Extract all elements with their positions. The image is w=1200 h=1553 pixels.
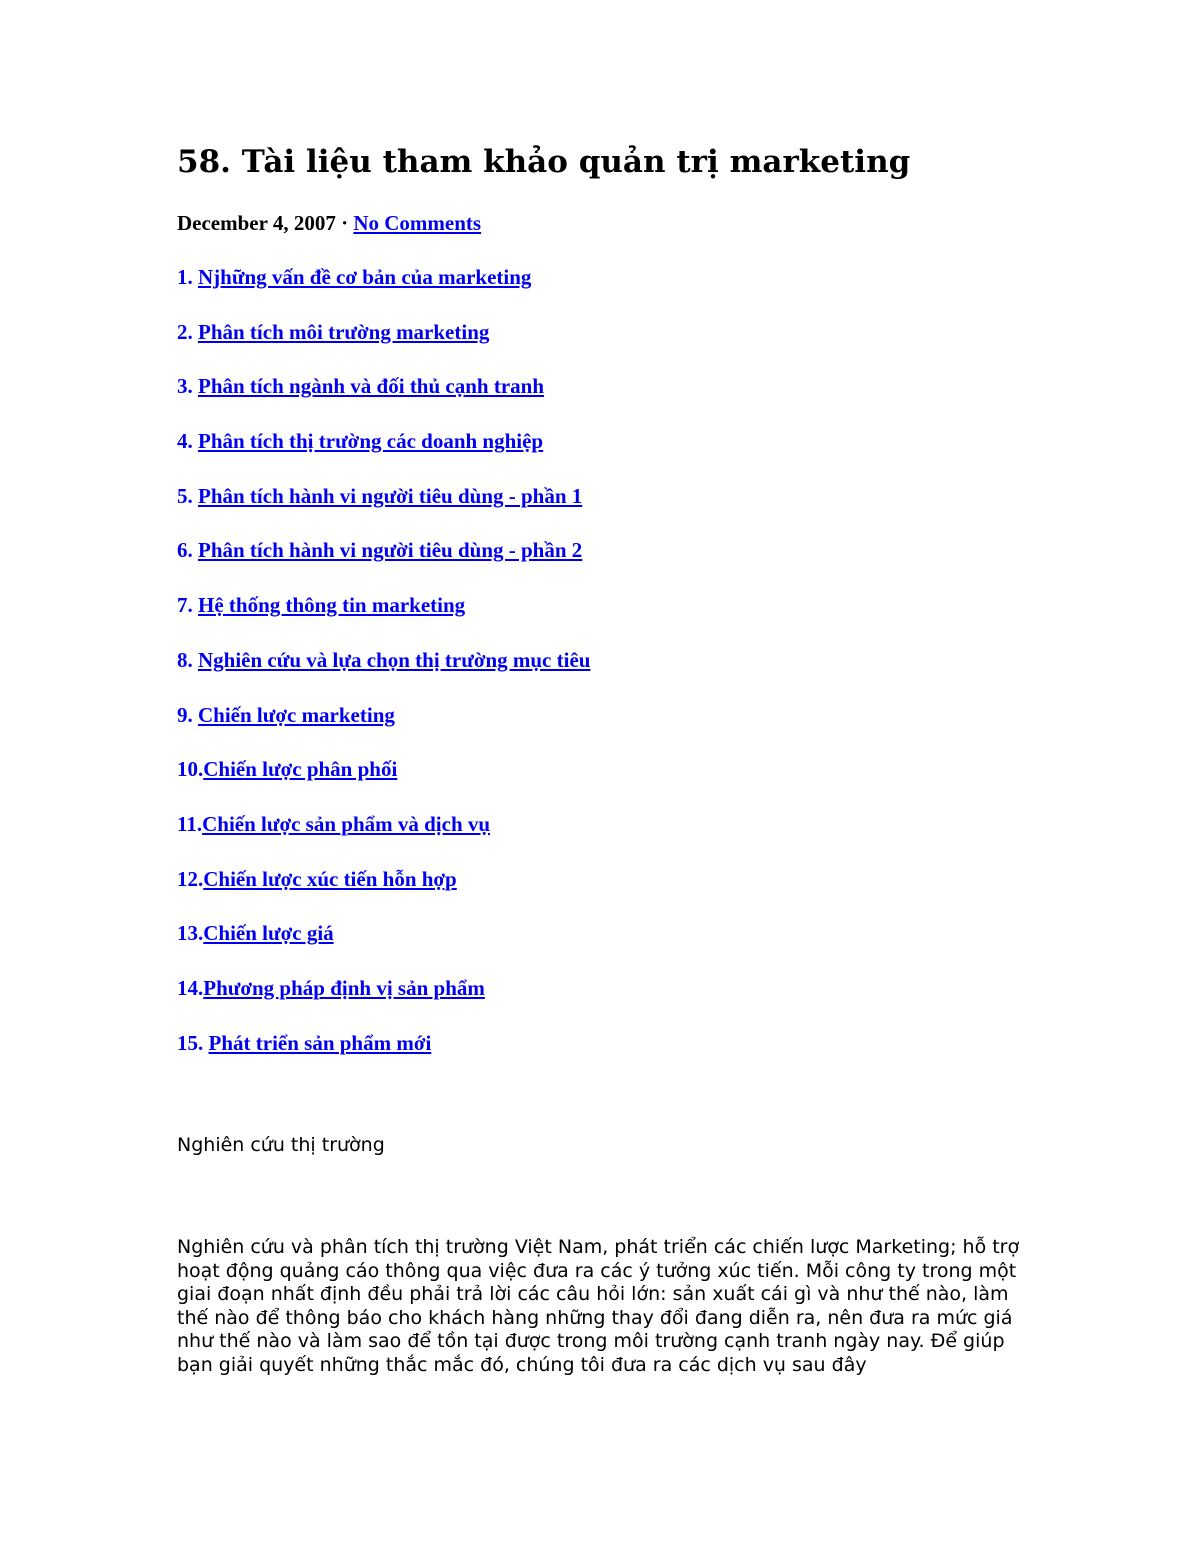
toc-link[interactable]: Chiến lược xúc tiến hỗn hợp [203,866,457,891]
toc-link[interactable]: Chiến lược giá [203,921,334,946]
toc-item [177,864,590,919]
toc-item [177,700,590,755]
toc-item-number: 15. [177,1030,209,1055]
toc-item-number: 14. [177,975,204,1000]
toc-item [177,262,590,317]
toc-link[interactable]: Njhững vấn đề cơ bản của marketing [198,265,532,289]
toc-item [177,371,590,426]
toc-item [177,645,590,700]
toc-item [177,426,590,481]
toc-item-number: 3. [177,374,198,399]
table-of-contents [177,262,590,1082]
no-comments-link[interactable]: No Comments [353,211,482,235]
toc-link[interactable]: Phân tích thị trường các doanh nghiệp [198,429,544,454]
toc-item-number: 13. [177,921,204,946]
post-date: December 4, 2007 [177,211,336,235]
toc-item-number: 1. [177,265,198,289]
toc-link[interactable]: Phân tích hành vi người tiêu dùng - phần 1 [198,483,583,508]
toc-link[interactable]: Phương pháp định vị sản phẩm [203,975,485,1000]
toc-item-number: 10. [177,757,204,782]
toc-item-number: 6. [177,538,198,563]
toc-item-number: 11. [177,811,203,836]
toc-item-number: 7. [177,593,198,618]
toc-item-number: 9. [177,702,198,727]
toc-item-number: 2. [177,319,198,344]
section-heading: Nghiên cứu thị trường [177,1134,385,1156]
toc-link[interactable]: Chiến lược sản phẩm và dịch vụ [202,811,491,836]
toc-link[interactable]: Chiến lược marketing [198,702,395,727]
toc-item [177,590,590,645]
toc-link[interactable]: Hệ thống thông tin marketing [198,593,466,618]
toc-item [177,535,590,590]
toc-link[interactable]: Chiến lược phân phối [203,757,398,782]
page-title: 58. Tài liệu tham khảo quản trị marketing [177,144,911,180]
toc-item-number: 5. [177,483,198,508]
toc-item [177,317,590,372]
section-body-paragraph: Nghiên cứu và phân tích thị trường Việt Nam, phát triển các chiến lược Marketing; hỗ trợ hoạt động quảng cáo thông qua việc đưa ra các ý tưởng xúc tiến. Mỗi công ty trong một giai đoạn nhất định đều phải trả lời các câu hỏi lớn: sản xuất cái gì và như thế nào, làm thế nào để thông báo cho khách hàng những thay đổi đang diễn ra, nên đưa ra mức giá như thế nào và làm sao để tồn tại được trong môi trường cạnh tranh ngày nay. Để giúp bạn giải quyết những thắc mắc đó, chúng tôi đưa ra các dịch vụ sau đây [177,1236,1020,1376]
toc-item [177,481,590,536]
meta-separator: · [335,211,354,235]
toc-item [177,1028,590,1083]
toc-link[interactable]: Phát triển sản phẩm mới [208,1030,432,1055]
toc-item-number: 12. [177,866,204,891]
toc-item-number: 8. [177,647,198,672]
post-meta [177,208,481,238]
toc-link[interactable]: Phân tích hành vi người tiêu dùng - phần 2 [198,538,583,563]
toc-item [177,918,590,973]
toc-item [177,973,590,1028]
toc-item-number: 4. [177,429,198,454]
toc-link[interactable]: Nghiên cứu và lựa chọn thị trường mục tiêu [198,647,591,672]
toc-item [177,754,590,809]
toc-link[interactable]: Phân tích môi trường marketing [198,319,490,344]
toc-link[interactable]: Phân tích ngành và đối thủ cạnh tranh [198,374,545,399]
toc-item [177,809,590,864]
